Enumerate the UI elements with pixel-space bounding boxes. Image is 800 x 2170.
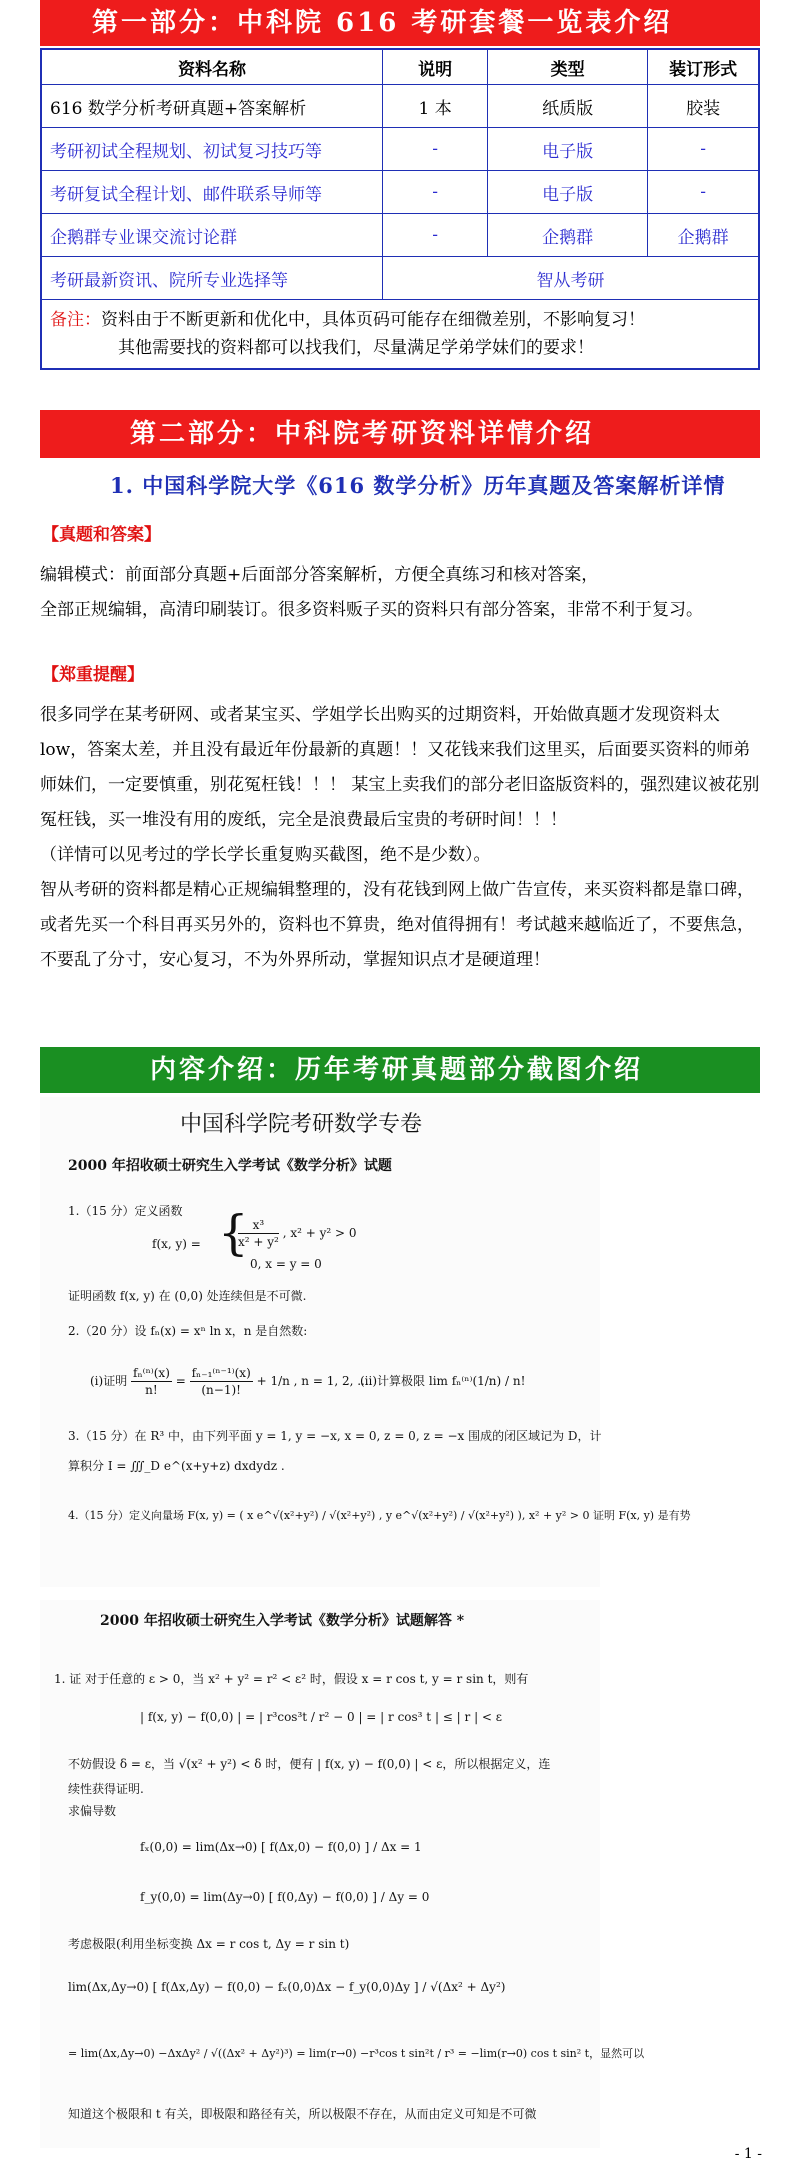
- table-row: [41, 85, 759, 128]
- row-desc: -: [383, 128, 488, 171]
- header-type: 类型: [488, 49, 648, 85]
- warning-note: （详情可以见考过的学长学长重复购买截图，绝不是少数）。: [40, 845, 491, 865]
- q1-denominator: x² + y²: [238, 1235, 279, 1249]
- exam-title: 2000 年招收硕士研究生入学考试《数学分析》试题: [68, 1158, 392, 1174]
- edit-mode-paragraph: [40, 558, 762, 628]
- header-desc: 说明: [383, 49, 488, 85]
- warning-paragraph: [40, 698, 762, 978]
- row-name: 考研初试全程规划、初试复习技巧等: [41, 128, 383, 171]
- section-2-banner: 第二部分：中科院考研资料详情介绍: [40, 410, 760, 458]
- warning-text: 很多同学在某考研网、或者某宝买、学姐学长出购买的过期资料，开始做真题才发现资料太 low，答案太差，并且没有最近年份最新的真题！！又花钱来我们这里买，后面要买资料的师弟师妹们，一定要慎重，别花冤枉钱！！！ 某宝上卖我们的部分老旧盗版资料的，强烈建议被花别冤枉钱，买一堆没有用的废纸，完全是浪费最后宝贵的考研时间！！！: [40, 705, 760, 830]
- question-1: 1.（15 分）定义函数: [68, 1204, 183, 1218]
- row-type: 电子版: [488, 128, 648, 171]
- row-name: 616 数学分析考研真题+答案解析: [41, 85, 383, 128]
- answer-scan-image: [40, 1600, 645, 2148]
- answer-line-4: 续性获得证明.: [68, 1782, 144, 1796]
- answer-line-2: | f(x, y) − f(0,0) | = | r³cos³t / r² − 0 | = | r cos³ t | ≤ | r | < ε: [140, 1710, 503, 1724]
- q1-case-1: [238, 1217, 357, 1250]
- product-subtitle: 1. 中国科学院大学《616 数学分析》历年真题及答案解析详情: [110, 473, 726, 498]
- q2-part-i-rest: + 1/n , n = 1, 2, ...: [256, 1374, 369, 1388]
- row-type: 纸质版: [488, 85, 648, 128]
- note-line-2: 其他需要找的资料都可以找我们，尽量满足学弟学妹们的要求！: [118, 338, 594, 358]
- row-binding: -: [648, 128, 759, 171]
- answer-line-6: fₓ(0,0) = lim(Δx→0) [ f(Δx,0) − f(0,0) ] / Δx = 1: [140, 1840, 422, 1854]
- row-binding: -: [648, 171, 759, 214]
- scan-header: 中国科学院考研数学专卷: [180, 1112, 423, 1137]
- answer-line-9: lim(Δx,Δy→0) [ f(Δx,Δy) − f(0,0) − fₓ(0,0)Δx − f_y(0,0)Δy ] / √(Δx² + Δy²): [68, 1980, 506, 1994]
- row-type: 电子版: [488, 171, 648, 214]
- answer-line-11: 知道这个极限和 t 有关，即极限和路径有关，所以极限不存在，从而由定义可知是不可微: [68, 2107, 537, 2121]
- note-cell: [41, 300, 759, 370]
- q1-function-label: f(x, y) =: [152, 1237, 201, 1251]
- answer-line-7: f_y(0,0) = lim(Δy→0) [ f(0,Δy) − f(0,0) ] / Δy = 0: [140, 1890, 430, 1904]
- answer-line-3: 不妨假设 δ = ε，当 √(x² + y²) < δ 时，便有 | f(x, y) − f(0,0) | < ε，所以根据定义，连: [68, 1757, 551, 1771]
- package-overview-table: [40, 48, 760, 370]
- q2-part-i-label: (i)证明: [90, 1374, 128, 1388]
- question-3-line-1: 3.（15 分）在 R³ 中，由下列平面 y = 1, y = −x, x = 0, z = 0, z = −x 围成的闭区域记为 D，计: [68, 1429, 602, 1443]
- row-merged-value: 智从考研: [383, 257, 759, 300]
- q2-frac1-num: fₙ⁽ⁿ⁾(x): [133, 1366, 170, 1380]
- table-row: [41, 171, 759, 214]
- table-header-row: [41, 49, 759, 85]
- table-row: [41, 214, 759, 257]
- row-name: 考研复试全程计划、邮件联系导师等: [41, 171, 383, 214]
- q1-conclusion: 证明函数 f(x, y) 在 (0,0) 处连续但是不可微.: [68, 1289, 307, 1303]
- q1-condition-2: 0, x = y = 0: [250, 1257, 322, 1271]
- row-binding: 企鹅群: [648, 214, 759, 257]
- exam-scan-image: [40, 1097, 691, 1587]
- edit-mode-line-1: 编辑模式：前面部分真题+后面部分答案解析，方便全真练习和核对答案，: [40, 565, 599, 585]
- row-name: 考研最新资讯、院所专业选择等: [41, 257, 383, 300]
- q2-equals: =: [175, 1374, 186, 1388]
- page-number: - 1 -: [734, 2146, 762, 2162]
- row-binding: 胶装: [648, 85, 759, 128]
- section-3-banner: 内容介绍：历年考研真题部分截图介绍: [40, 1047, 760, 1093]
- tag-warning: 【郑重提醒】: [42, 665, 144, 685]
- header-binding: 装订形式: [648, 49, 759, 85]
- answer-line-10: = lim(Δx,Δy→0) −ΔxΔy² / √((Δx² + Δy²)³) = lim(r→0) −r³cos t sin²t / r³ = −lim(r→0) cos t sin² t，显然可以: [68, 2047, 645, 2060]
- table-row: [41, 128, 759, 171]
- row-type: 企鹅群: [488, 214, 648, 257]
- note-row: [41, 300, 759, 370]
- q1-brace: {: [218, 1205, 249, 1261]
- question-3-line-2: 算积分 I = ∭_D e^(x+y+z) dxdydz .: [68, 1459, 285, 1473]
- q2-part-i: [90, 1365, 369, 1398]
- q2-frac1-den: n!: [145, 1383, 158, 1397]
- q2-part-ii: (ii)计算极限 lim fₙ⁽ⁿ⁾(1/n) / n!: [360, 1374, 526, 1388]
- row-desc: 1 本: [383, 85, 488, 128]
- answer-title: 2000 年招收硕士研究生入学考试《数学分析》试题解答 *: [100, 1613, 465, 1629]
- answer-line-8: 考虑极限(利用坐标变换 Δx = r cos t, Δy = r sin t): [68, 1937, 350, 1951]
- tag-exam-and-answers: 【真题和答案】: [42, 525, 161, 545]
- table-row: [41, 257, 759, 300]
- note-label: 备注：: [50, 310, 101, 330]
- row-name: 企鹅群专业课交流讨论群: [41, 214, 383, 257]
- section-1-banner: 第一部分：中科院 616 考研套餐一览表介绍: [40, 0, 760, 46]
- header-name: 资料名称: [41, 49, 383, 85]
- answer-line-5: 求偏导数: [68, 1804, 117, 1818]
- q1-numerator: x³: [238, 1217, 279, 1234]
- row-desc: -: [383, 171, 488, 214]
- question-2: 2.（20 分）设 fₙ(x) = xⁿ ln x，n 是自然数:: [68, 1324, 308, 1338]
- q1-condition-1: , x² + y² > 0: [282, 1226, 357, 1240]
- row-desc: -: [383, 214, 488, 257]
- q2-frac2-num: fₙ₋₁⁽ⁿ⁻¹⁾(x): [191, 1366, 251, 1380]
- answer-line-1: 1. 证 对于任意的 ε > 0，当 x² + y² = r² < ε² 时，假设 x = r cos t, y = r sin t，则有: [54, 1672, 529, 1686]
- brand-paragraph: 智从考研的资料都是精心正规编辑整理的，没有花钱到网上做广告宣传，来买资料都是靠口碑，或者先买一个科目再买另外的，资料也不算贵，绝对值得拥有！考试越来越临近了，不要焦急，不要乱了分寸，安心复习，不为外界所动，掌握知识点才是硬道理！: [40, 880, 754, 970]
- question-4: 4.（15 分）定义向量场 F(x, y) = ( x e^√(x²+y²) / √(x²+y²) , y e^√(x²+y²) / √(x²+y²) ), x² + y² > 0 证明 F(x, y) 是有势: [68, 1509, 691, 1522]
- note-line-1: 资料由于不断更新和优化中，具体页码可能存在细微差别，不影响复习！: [101, 310, 645, 330]
- edit-mode-line-2: 全部正规编辑，高清印刷装订。很多资料贩子买的资料只有部分答案，非常不利于复习。: [40, 600, 703, 620]
- q2-frac2-den: (n−1)!: [201, 1383, 241, 1397]
